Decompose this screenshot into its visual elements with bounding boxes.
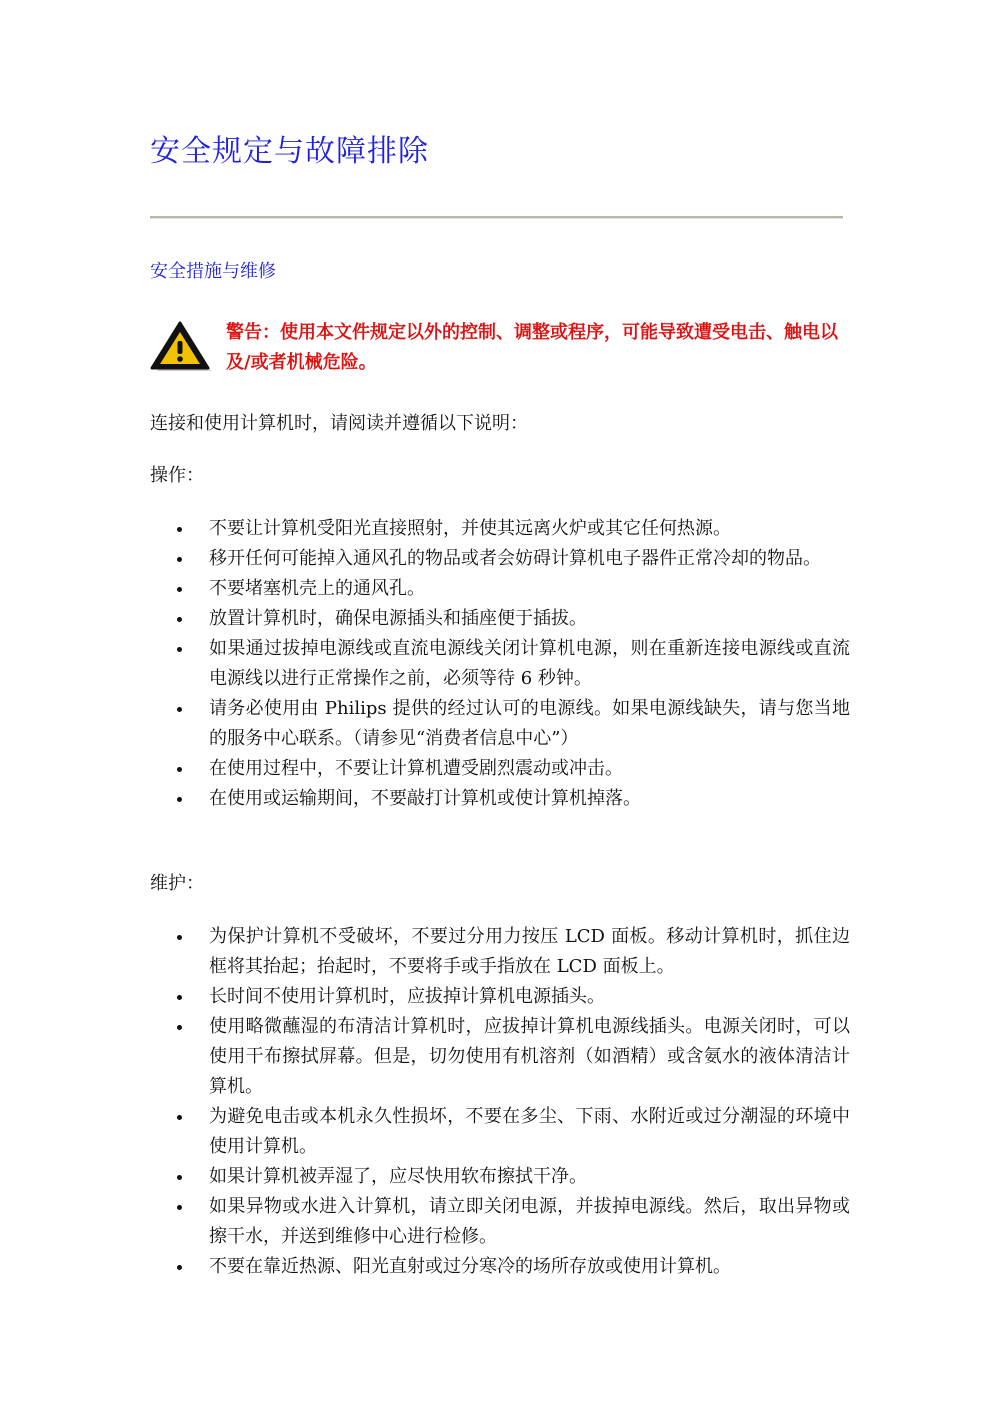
list-item: 请务必使用由 Philips 提供的经过认可的电源线。如果电源线缺失，请与您当地的服务中心联系。（请参见“消费者信息中心”） — [150, 694, 850, 754]
list-item: 长时间不使用计算机时，应拔掉计算机电源插头。 — [150, 982, 850, 1012]
list-item: 放置计算机时，确保电源插头和插座便于插拔。 — [150, 604, 850, 634]
list-item: 不要堵塞机壳上的通风孔。 — [150, 574, 850, 604]
maintenance-heading: 维护： — [150, 873, 204, 894]
warning-text: 警告：使用本文件规定以外的控制、调整或程序，可能导致遭受电击、触电以及/或者机械危险。 — [226, 322, 838, 373]
list-item: 如果异物或水进入计算机，请立即关闭电源，并拔掉电源线。然后，取出异物或擦干水，并送到维修中心进行检修。 — [150, 1192, 850, 1252]
list-item: 不要在靠近热源、阳光直射或过分寒冷的场所存放或使用计算机。 — [150, 1252, 850, 1282]
page-title: 安全规定与故障排除 — [150, 134, 429, 169]
list-item: 在使用或运输期间，不要敲打计算机或使计算机掉落。 — [150, 784, 850, 814]
divider — [150, 216, 843, 219]
list-item: 如果计算机被弄湿了，应尽快用软布擦拭干净。 — [150, 1162, 850, 1192]
section-link-safety[interactable]: 安全措施与维修 — [150, 261, 276, 282]
maintenance-list — [150, 922, 850, 1282]
list-item: 为避免电击或本机永久性损坏，不要在多尘、下雨、水附近或过分潮湿的环境中使用计算机。 — [150, 1102, 850, 1162]
list-item: 在使用过程中，不要让计算机遭受剧烈震动或冲击。 — [150, 754, 850, 784]
intro-text: 连接和使用计算机时，请阅读并遵循以下说明： — [150, 413, 528, 434]
list-item: 如果通过拔掉电源线或直流电源线关闭计算机电源，则在重新连接电源线或直流电源线以进行正常操作之前，必须等待 6 秒钟。 — [150, 634, 850, 694]
operation-list — [150, 514, 850, 814]
list-item: 使用略微蘸湿的布清洁计算机时，应拔掉计算机电源线插头。电源关闭时，可以使用干布擦拭屏幕。但是，切勿使用有机溶剂（如酒精）或含氨水的液体清洁计算机。 — [150, 1012, 850, 1102]
operation-heading: 操作： — [150, 465, 204, 486]
list-item: 移开任何可能掉入通风孔的物品或者会妨碍计算机电子器件正常冷却的物品。 — [150, 544, 850, 574]
list-item: 不要让计算机受阳光直接照射，并使其远离火炉或其它任何热源。 — [150, 514, 850, 544]
list-item: 为保护计算机不受破坏，不要过分用力按压 LCD 面板。移动计算机时，抓住边框将其抬起；抬起时，不要将手或手指放在 LCD 面板上。 — [150, 922, 850, 982]
warning-triangle-icon — [150, 320, 214, 376]
warning-block — [150, 318, 850, 382]
